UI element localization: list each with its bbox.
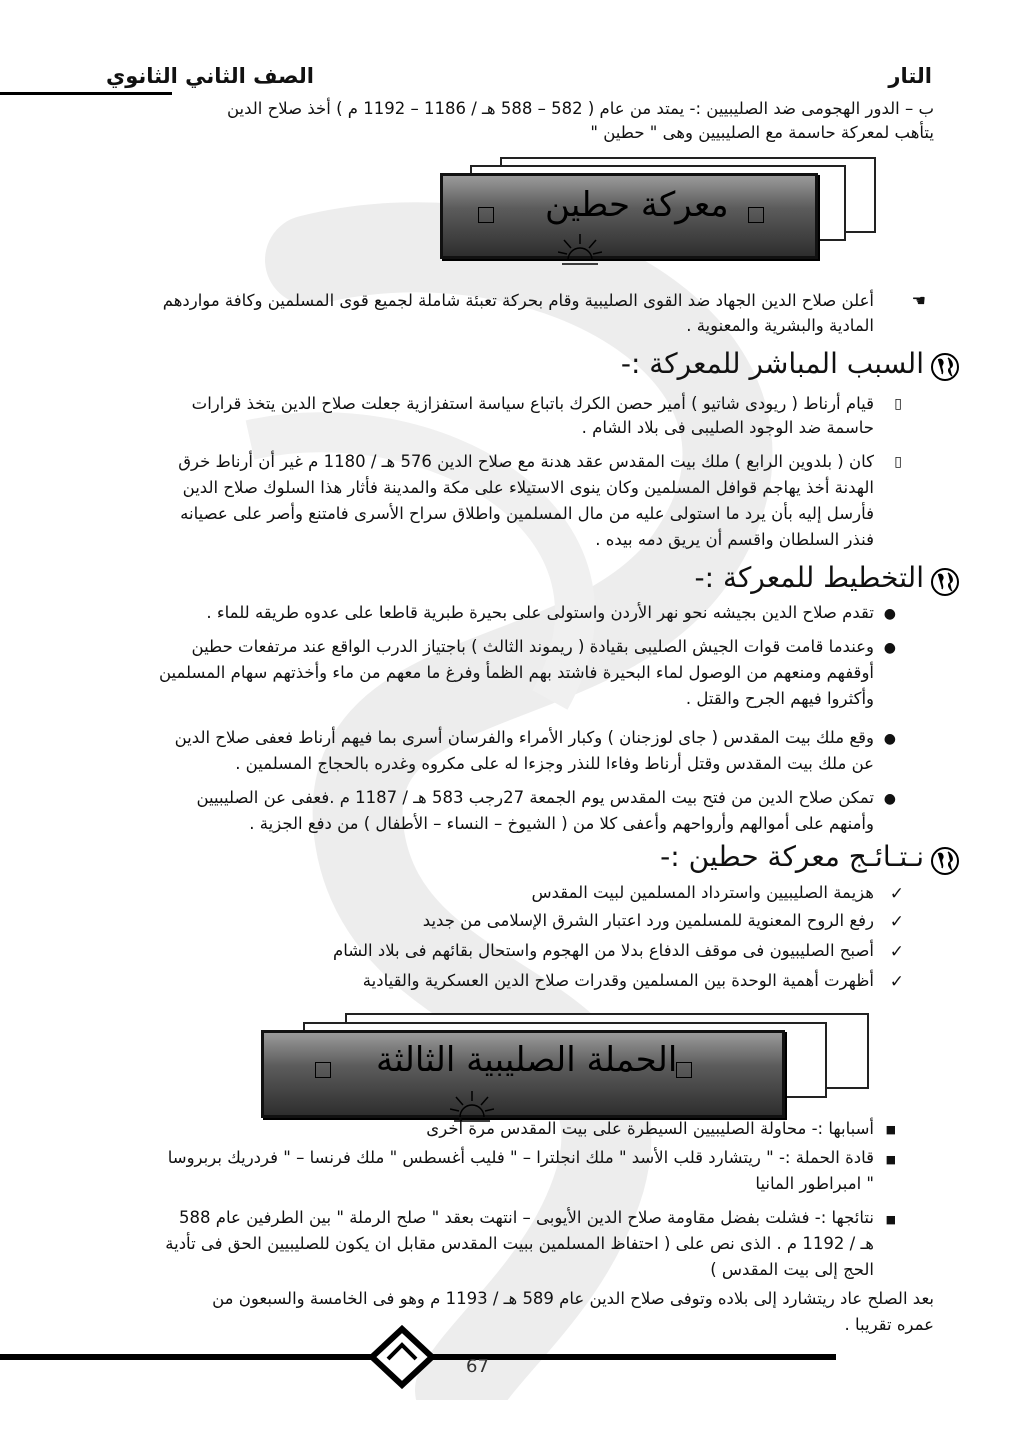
- planning-item-2-line-3: وأكثروا فيهم الجرح والقتل .: [685, 689, 874, 708]
- cause-item-2-line-4: فنذر السلطان واقسم أن يريق دمه بيده .: [595, 530, 874, 549]
- globe-icon: [930, 567, 960, 597]
- round-bullet-icon: ●: [883, 731, 896, 747]
- results-item-4: أظهرت أهمية الوحدة بين المسلمين وقدرات صلاح الدين العسكرية والقيادية: [362, 971, 874, 990]
- hand-pointer-icon: ☚: [911, 291, 926, 310]
- cause-item-2-line-3: فأرسل إليه بأن يرد ما استولى عليه من مال المسلمين واطلاق سراح الأسرى فامتنع وأصر على عصيانه: [180, 504, 874, 523]
- planning-item-2-line-1: وعندما قامت قوات الجيش الصليبى بقيادة ( ريموند الثالث ) باجتياز الدرب الواقع عند مرتفعات حطين: [191, 637, 874, 656]
- third-item-2-line-1: قادة الحملة :- " ريتشارد قلب الأسد " ملك انجلترا – " فليب أغسطس " ملك فرنسا – " فردريك بربروسا: [167, 1148, 874, 1167]
- intro-line-2: يتأهب لمعركة حاسمة مع الصليبيين وهى " حطين ": [590, 123, 934, 142]
- check-icon: ✓: [889, 884, 904, 904]
- section-cause-heading: السبب المباشر للمعركة :-: [620, 347, 924, 380]
- page-number: 67: [466, 1356, 489, 1377]
- globe-icon: [930, 846, 960, 876]
- results-item-2: رفع الروح المعنوية للمسلمين ورد اعتبار الشرق الإسلامى من جديد: [422, 911, 874, 930]
- round-bullet-icon: ●: [883, 640, 896, 656]
- third-item-1: أسبابها :- محاولة الصليبيين السيطرة على بيت المقدس مرة أخرى: [426, 1119, 874, 1138]
- cause-item-2-line-1: كان ( بلدوين الرابع ) ملك بيت المقدس عقد هدنة مع صلاح الدين 576 هـ / 1180 م غير أن أرناط خرق: [178, 452, 874, 471]
- planning-item-4-line-2: وأمنهم على أموالهم وأرواحهم وأعفى كلا من ( الشيوخ – النساء – الأطفال ) من دفع الجزية .: [249, 814, 874, 833]
- planning-item-3-line-1: وقع ملك بيت المقدس ( جاى لوزجنان ) وكبار الأمراء والفرسان أسرى بما فيهم أرناط فعفى صلاح الدين: [174, 728, 874, 747]
- square-icon: [478, 207, 494, 223]
- third-item-3-line-2: هـ / 1192 م . الذى نص على ( احتفاظ المسلمين ببيت المقدس مقابل ان يكون للصليبيين الحق فى تأدية: [165, 1234, 874, 1253]
- header-rule: [0, 92, 172, 95]
- globe-icon: [930, 352, 960, 382]
- check-icon: ✓: [889, 942, 904, 962]
- square-icon: [315, 1062, 331, 1078]
- declaration-line-2: المادية والبشرية والمعنوية .: [686, 316, 874, 335]
- declaration-line-1: أعلن صلاح الدين الجهاد ضد القوى الصليبية وقام بحركة تعبئة شاملة لجميع قوى المسلمين وكافة مواردهم: [162, 291, 874, 310]
- cause-item-2-line-2: الهدنة أخذ يهاجم قوافل المسلمين وكان ينوى الاستيلاء على مكة والمدينة فأثار هذا السلوك صلاح الدين: [182, 478, 874, 497]
- closing-line-2: عمره تقريبا .: [844, 1315, 934, 1334]
- third-item-3-line-1: نتائجها :- فشلت بفضل مقاومة صلاح الدين الأيوبى – انتهت بعقد " صلح الرملة " بين الطرفين عام 588: [179, 1208, 874, 1227]
- section-results-heading: نـتـائـج معركة حطين :-: [660, 840, 924, 873]
- cause-item-1-line-1: قيام أرناط ( ريودى شاتيو ) أمير حصن الكرك باتباع سياسة استفزازية جعلت صلاح الدين يتخذ قرارات: [191, 394, 874, 413]
- cause-item-1-line-2: حاسمة ضد الوجود الصليبى فى بلاد الشام .: [581, 418, 874, 437]
- sun-icon: [558, 230, 602, 266]
- planning-item-4-line-1: تمكن صلاح الدين من فتح بيت المقدس يوم الجمعة 27رجب 583 هـ / 1187 م .فعفى عن الصليبيين: [196, 788, 874, 807]
- square-bullet-icon: ▯: [894, 396, 902, 412]
- intro-line-1: ب – الدور الهجومى ضد الصليبيين :- يمتد من عام ( 582 – 588 هـ / 1186 – 1192 م ) أخذ صلاح الدين: [226, 99, 934, 118]
- closing-line-1: بعد الصلح عاد ريتشارد إلى بلاده وتوفى صلاح الدين عام 589 هـ / 1193 م وهو فى الخامسة والسبعون من: [212, 1289, 934, 1308]
- check-icon: ✓: [889, 972, 904, 992]
- planning-item-2-line-2: أوقفهم ومنعهم من الوصول لماء البحيرة فاشتد بهم الظمأ وفرغ ما معهم من ماء وأخذتهم سهام المسلمين: [158, 663, 874, 682]
- footer-rule-right: [432, 1354, 836, 1360]
- small-square-bullet-icon: ■: [885, 1153, 896, 1166]
- banner-title: معركة حطين: [545, 185, 729, 225]
- diamond-ornament-icon: [368, 1325, 436, 1389]
- third-item-3-line-3: الحج إلى بيت المقدس ): [710, 1260, 874, 1279]
- header-left-title: الصف الثاني الثانوي: [106, 64, 314, 88]
- planning-item-1: تقدم صلاح الدين بجيشه نحو نهر الأردن واستولى على بحيرة طبرية قاطعا على عدوه طريقه للماء .: [206, 603, 874, 622]
- square-icon: [676, 1062, 692, 1078]
- small-square-bullet-icon: ■: [885, 1213, 896, 1226]
- round-bullet-icon: ●: [883, 606, 896, 622]
- header-right-title: التار: [888, 64, 932, 88]
- square-icon: [748, 207, 764, 223]
- results-item-3: أصبح الصليبيون فى موقف الدفاع بدلا من الهجوم واستحال بقائهم فى بلاد الشام: [333, 941, 874, 960]
- results-item-1: هزيمة الصليبيين واسترداد المسلمين لبيت المقدس: [531, 883, 874, 902]
- check-icon: ✓: [889, 912, 904, 932]
- small-square-bullet-icon: ■: [885, 1123, 896, 1136]
- footer-rule-left: [0, 1354, 372, 1360]
- square-bullet-icon: ▯: [894, 454, 902, 470]
- section-planning-heading: التخطيط للمعركة :-: [694, 561, 924, 594]
- banner-title: الحملة الصليبية الثالثة: [376, 1040, 678, 1080]
- third-item-2-line-2: " امبراطور المانيا: [755, 1174, 874, 1193]
- round-bullet-icon: ●: [883, 791, 896, 807]
- planning-item-3-line-2: عن ملك بيت المقدس وقتل أرناط وفاءا للنذر وجزءا له على مكروه وغدره بالحجاج المسلمين .: [235, 754, 874, 773]
